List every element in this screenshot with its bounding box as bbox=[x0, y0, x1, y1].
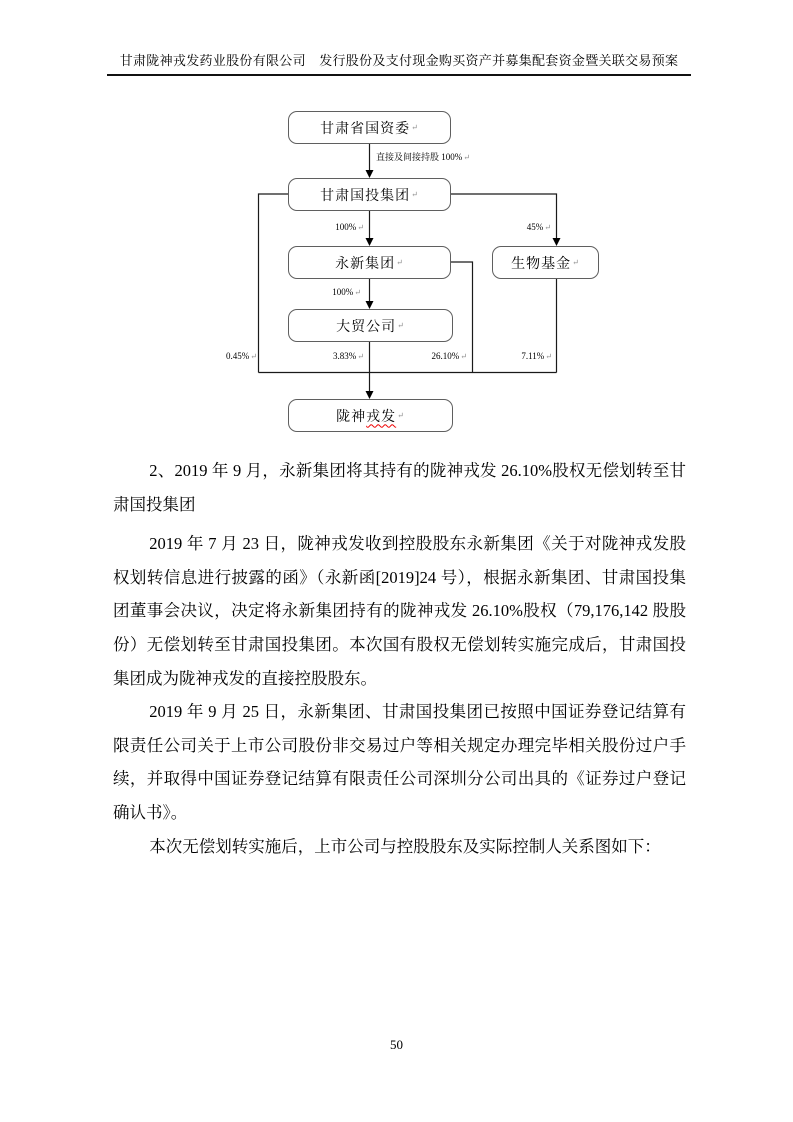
paragraph-2: 2019 年 7 月 23 日，陇神戎发收到控股股东永新集团《关于对陇神戎发股权划转信息进行披露的函》（永新函[2019]24 号），根据永新集团、甘肃国投集团董事会决议，决定将永新集团持有的陇神戎发 26.10%股权（79,176,142 股股份）无偿划转至甘肃国投集团。本次国有股权无偿划转实施完成后，甘肃国投集团成为陇神戎发的直接控股股东。 bbox=[113, 534, 686, 688]
paragraph-mark: ↵ bbox=[396, 258, 404, 267]
edge-label-direct-indirect-100: 直接及间接持股 100%↵ bbox=[376, 152, 470, 162]
edge-label-100-mid: 100%↵ bbox=[332, 287, 361, 297]
edge-label-100-top: 100%↵ bbox=[335, 222, 364, 232]
paragraph-mark: ↵ bbox=[397, 411, 405, 420]
paragraph-mark: ↵ bbox=[463, 153, 470, 162]
paragraph-mark: ↵ bbox=[397, 321, 405, 330]
box-gansu-sasac-label: 甘肃省国资委 bbox=[320, 121, 411, 137]
box-damao-company-label: 大贸公司 bbox=[336, 319, 397, 335]
paragraph-3: 2019 年 9 月 25 日，永新集团、甘肃国投集团已按照中国证券登记结算有限责任公司关于上市公司股份非交易过户等相关规定办理完毕相关股份过户手续，并取得中国证券登记结算有限责任公司深圳分公司出具的《证券过户登记确认书》。 bbox=[113, 702, 686, 822]
paragraph-mark: ↵ bbox=[411, 123, 419, 132]
body-text bbox=[113, 454, 686, 863]
connector-lines-svg bbox=[0, 0, 793, 448]
arrowhead-into-bio bbox=[553, 238, 561, 246]
box-longshen-rongfa-label-spellcheck: 戎发 bbox=[366, 409, 397, 425]
paragraph-mark: ↵ bbox=[357, 223, 364, 232]
paragraph-mark: ↵ bbox=[572, 258, 580, 267]
box-bio-fund-label: 生物基金 bbox=[511, 256, 572, 272]
box-bio-fund bbox=[492, 246, 599, 279]
paragraph-mark: ↵ bbox=[460, 352, 467, 361]
box-longshen-rongfa-label: 陇神 bbox=[336, 409, 367, 425]
paragraph-mark: ↵ bbox=[354, 288, 361, 297]
edge-label-2610: 26.10%↵ bbox=[431, 351, 467, 361]
page-header-text: 甘肃陇神戎发药业股份有限公司 发行股份及支付现金购买资产并募集配套资金暨关联交易预案 bbox=[119, 53, 679, 68]
paragraph-mark: ↵ bbox=[357, 352, 364, 361]
box-gansu-guotou-group-label: 甘肃国投集团 bbox=[320, 188, 411, 204]
edge-label-45: 45%↵ bbox=[526, 222, 551, 232]
paragraph-4: 本次无偿划转实施后，上市公司与控股股东及实际控制人关系图如下： bbox=[149, 836, 661, 856]
paragraph-mark: ↵ bbox=[544, 223, 551, 232]
arrowhead-into-damao bbox=[366, 301, 374, 309]
box-longshen-rongfa bbox=[288, 399, 453, 432]
arrowhead-into-yongxin bbox=[366, 238, 374, 246]
paragraph-1: 2、2019 年 9 月，永新集团将其持有的陇神戎发 26.10%股权无偿划转至甘肃国投集团 bbox=[113, 461, 686, 514]
ownership-structure-diagram bbox=[0, 0, 793, 448]
box-gansu-sasac bbox=[288, 111, 451, 144]
page-number: 50 bbox=[390, 1037, 403, 1052]
arrowhead-into-longshen bbox=[366, 391, 374, 399]
page-footer bbox=[0, 1037, 793, 1053]
paragraph-mark: ↵ bbox=[545, 352, 552, 361]
box-damao-company bbox=[288, 309, 453, 342]
line-guotou-left-elbow bbox=[259, 194, 289, 373]
edge-label-045: 0.45%↵ bbox=[226, 351, 257, 361]
paragraph-mark: ↵ bbox=[250, 352, 257, 361]
box-yongxin-group bbox=[288, 246, 451, 279]
paragraph-mark: ↵ bbox=[411, 190, 419, 199]
edge-label-383: 3.83%↵ bbox=[333, 351, 364, 361]
box-yongxin-group-label: 永新集团 bbox=[335, 256, 396, 272]
edge-label-711: 7.11%↵ bbox=[521, 351, 552, 361]
box-gansu-guotou-group bbox=[288, 178, 451, 211]
arrowhead-into-guotou bbox=[366, 170, 374, 178]
